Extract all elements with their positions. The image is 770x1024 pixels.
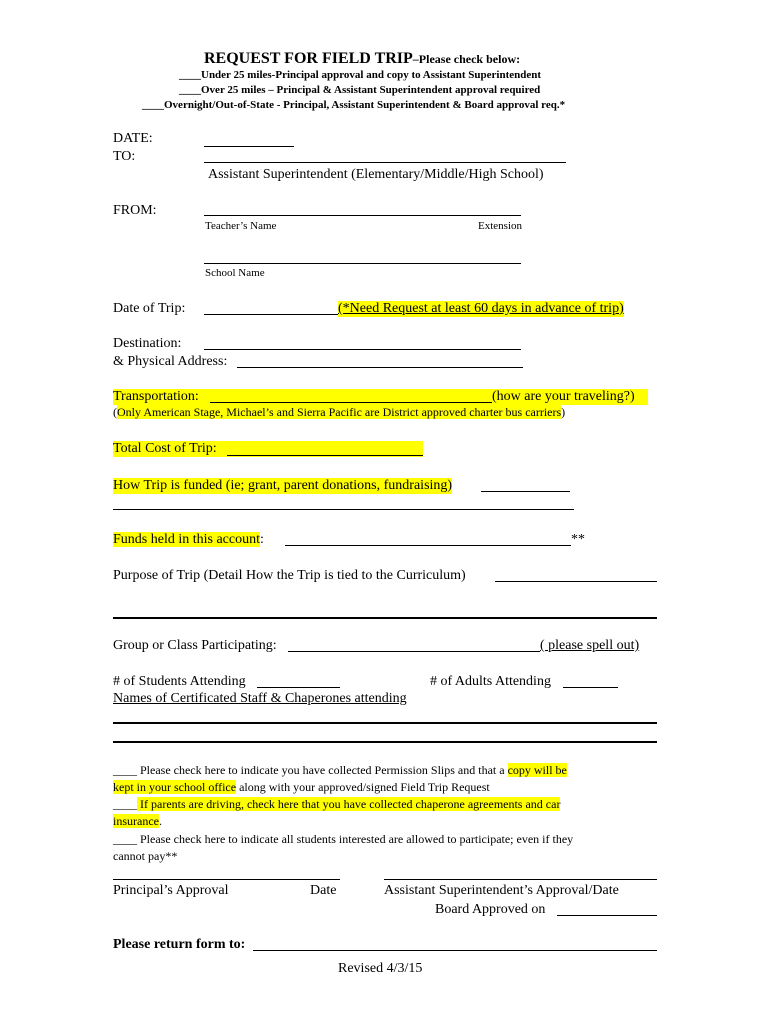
permission-blank[interactable]: ____ <box>113 763 137 777</box>
purpose-label: Purpose of Trip (Detail How the Trip is tied to the Curriculum) <box>113 568 466 583</box>
staff-field-1[interactable] <box>113 722 657 724</box>
permission-text2: along with your approved/signed Field Trip Request <box>236 780 490 794</box>
driving-check[interactable] <box>113 798 560 812</box>
form-title <box>204 50 520 68</box>
funds-account-suffix: ** <box>571 532 585 547</box>
adults-label: # of Adults Attending <box>430 674 551 689</box>
principal-signature-field[interactable] <box>113 879 340 880</box>
carriers-open: ( <box>113 405 117 419</box>
board-label: Board Approved on <box>435 902 546 917</box>
return-label: Please return form to: <box>113 937 246 952</box>
principal-date-label: Date <box>310 883 337 898</box>
date-field[interactable] <box>204 146 294 147</box>
date-of-trip-label: Date of Trip: <box>113 301 186 316</box>
group-label: Group or Class Participating: <box>113 638 277 653</box>
funded-field[interactable] <box>481 491 570 492</box>
return-field[interactable] <box>253 950 657 951</box>
funds-account-label: Funds held in this account <box>113 532 260 547</box>
asst-signature-field[interactable] <box>384 879 657 880</box>
students-label: # of Students Attending <box>113 674 246 689</box>
students-field[interactable] <box>257 687 340 688</box>
driving-end: . <box>158 814 162 828</box>
funds-account-colon: : <box>260 532 264 547</box>
driving-hl2: insurance <box>113 814 159 828</box>
teacher-caption: Teacher’s Name <box>205 220 277 232</box>
date-label: DATE: <box>113 131 153 146</box>
teacher-field[interactable] <box>204 215 521 216</box>
funds-account-field[interactable] <box>285 545 571 546</box>
permission-line2 <box>113 781 490 795</box>
date-of-trip-field[interactable] <box>204 314 338 315</box>
principal-label: Principal’s Approval <box>113 883 229 898</box>
driving-hl1: If parents are driving, check here that you have collected chaperone agreements and car <box>137 797 561 811</box>
driving-line2 <box>113 815 162 829</box>
total-cost-label: Total Cost of Trip: <box>113 441 217 456</box>
option-overnight[interactable]: ____Overnight/Out-of-State - Principal, Assistant Superintendent & Board approval req.* <box>142 99 566 111</box>
board-field[interactable] <box>557 915 657 916</box>
purpose-field[interactable] <box>495 581 657 582</box>
permission-text: Please check here to indicate you have collected Permission Slips and that a <box>137 763 508 777</box>
title-suffix: –Please check below: <box>412 52 521 66</box>
school-field[interactable] <box>204 263 521 264</box>
permission-check[interactable] <box>113 764 567 778</box>
from-label: FROM: <box>113 203 157 218</box>
destination-field[interactable] <box>204 349 521 350</box>
advance-notice: (*Need Request at least 60 days in advance of trip) <box>338 301 624 316</box>
to-field[interactable] <box>204 162 566 163</box>
permission-hl2: kept in your school office <box>113 780 237 794</box>
transportation-note: (how are your traveling?) <box>492 389 635 404</box>
revised-date: Revised 4/3/15 <box>338 961 423 976</box>
interest-text1: Please check here to indicate all students interested are allowed to participate; even if they <box>137 832 574 846</box>
purpose-field-2[interactable] <box>113 617 657 619</box>
carriers-text: Only American Stage, Michael’s and Sierra Pacific are District approved charter bus carriers <box>117 405 562 419</box>
option-under-25[interactable]: ____Under 25 miles-Principal approval and copy to Assistant Superintendent <box>179 69 542 81</box>
funded-field-2[interactable] <box>113 509 574 510</box>
funds-account-row <box>113 532 264 548</box>
address-label: & Physical Address: <box>113 354 228 369</box>
school-caption: School Name <box>205 267 265 279</box>
to-caption: Assistant Superintendent (Elementary/Middle/High School) <box>208 167 544 182</box>
transportation-field[interactable] <box>210 402 492 403</box>
staff-field-2[interactable] <box>113 741 657 743</box>
carriers-note <box>113 406 565 420</box>
extension-caption: Extension <box>478 220 522 232</box>
permission-hl1: copy will be <box>507 763 567 777</box>
interest-text2: cannot pay** <box>113 849 178 863</box>
driving-blank[interactable]: ____ <box>113 797 137 811</box>
address-field[interactable] <box>237 367 523 368</box>
title-text: REQUEST FOR FIELD TRIP <box>204 50 413 67</box>
to-label: TO: <box>113 149 136 164</box>
group-field[interactable] <box>288 651 540 652</box>
group-note: ( please spell out) <box>540 638 640 653</box>
carriers-close: ) <box>561 405 566 419</box>
interest-blank[interactable]: ____ <box>113 832 137 846</box>
funded-label: How Trip is funded (ie; grant, parent donations, fundraising) <box>113 478 453 493</box>
interest-check[interactable] <box>113 833 573 847</box>
adults-field[interactable] <box>563 687 618 688</box>
transportation-label: Transportation: <box>113 389 199 404</box>
total-cost-field[interactable] <box>227 455 423 456</box>
staff-label: Names of Certificated Staff & Chaperones attending <box>113 691 407 706</box>
destination-label: Destination: <box>113 336 182 351</box>
asst-label: Assistant Superintendent’s Approval/Date <box>384 883 619 898</box>
option-over-25[interactable]: ____Over 25 miles – Principal & Assistant Superintendent approval required <box>179 84 541 96</box>
